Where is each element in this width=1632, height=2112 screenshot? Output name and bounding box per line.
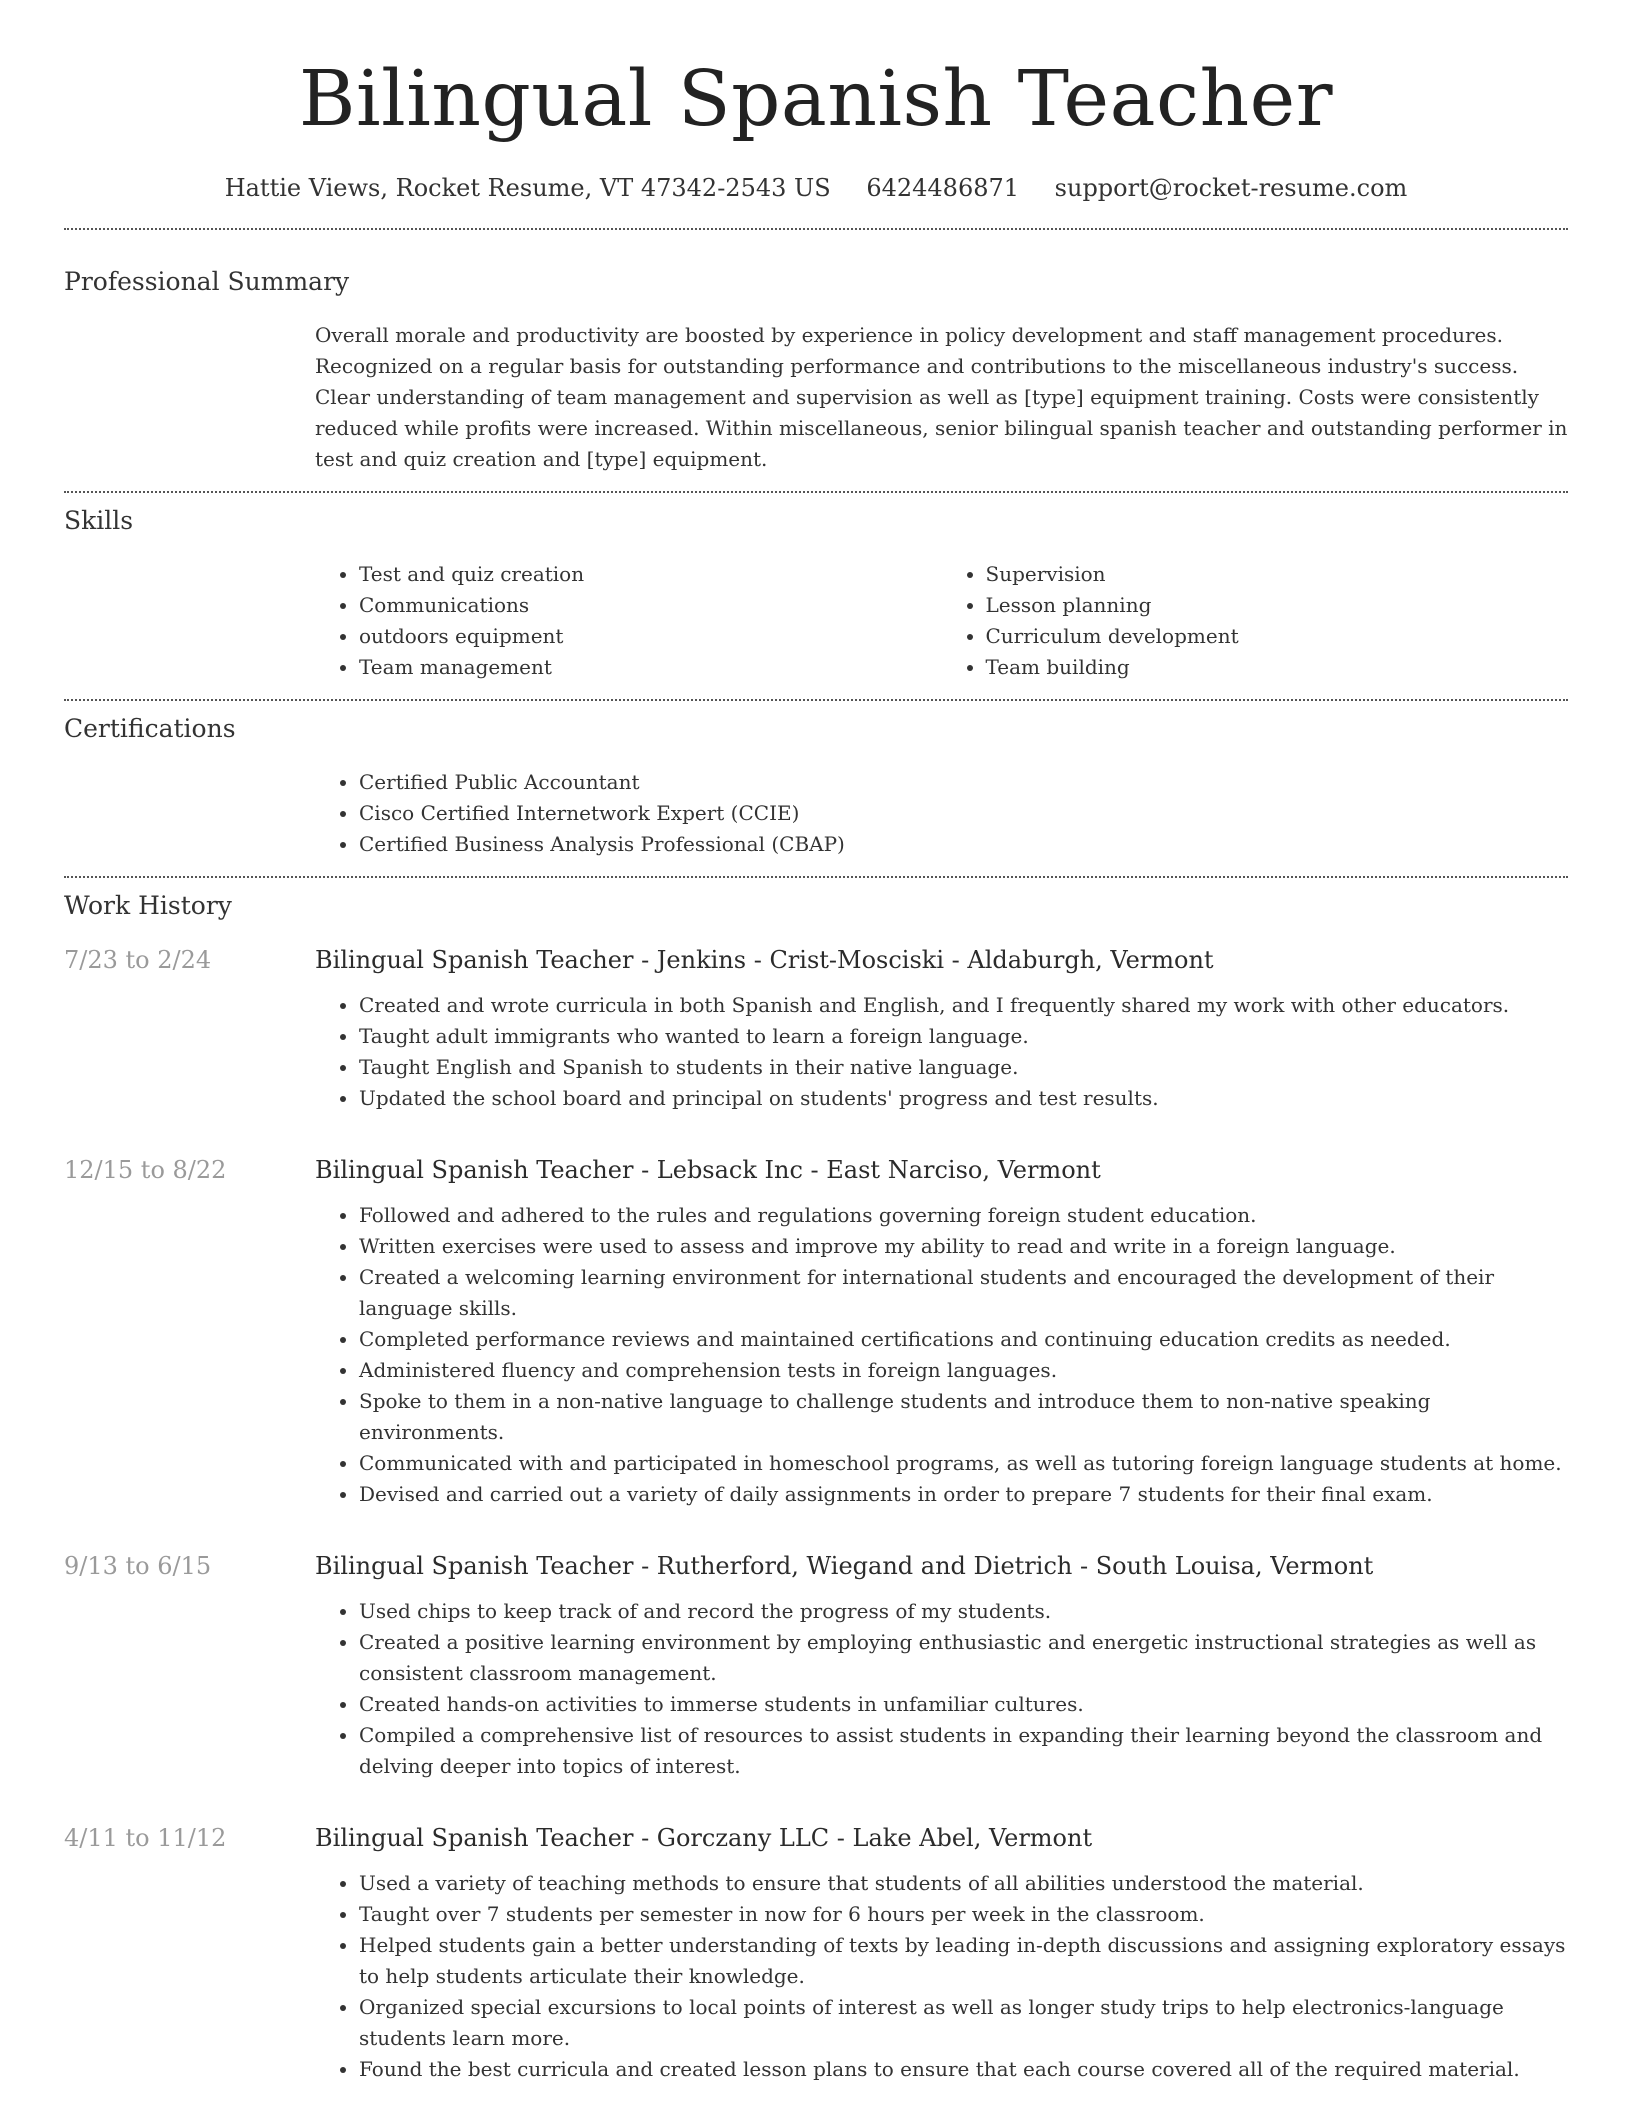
job-bullets bbox=[315, 990, 1568, 1114]
skills-list-left bbox=[315, 559, 942, 683]
job-bullet: • Completed performance reviews and maintained certifications and continuing education credits as needed. bbox=[359, 1324, 1568, 1355]
job-dates: 7/23 to 2/24 bbox=[64, 946, 212, 974]
job-title: Bilingual Spanish Teacher - Jenkins - Crist-Mosciski - Aldaburgh, Vermont bbox=[315, 946, 1214, 974]
summary-text: Overall morale and productivity are boosted by experience in policy development and staff management procedures. Recognized on a regular basis for outstanding performance and contributions to the miscellaneous industry's success. Clear understanding of team management and supervision as well as [type] equipment training. Costs were consistently reduced while profits were increased. Within miscellaneous, senior bilingual spanish teacher and outstanding performer in test and quiz creation and [type] equipment. bbox=[315, 323, 1568, 471]
job-title: Bilingual Spanish Teacher - Lebsack Inc - East Narciso, Vermont bbox=[315, 1156, 1101, 1184]
work-history-heading: Work History bbox=[64, 891, 232, 920]
job-details bbox=[315, 1154, 1568, 1510]
job-bullet: • Used a variety of teaching methods to ensure that students of all abilities understood the material. bbox=[359, 1868, 1568, 1899]
certifications-section bbox=[64, 701, 1568, 876]
job-bullet: • Spoke to them in a non-native language to challenge students and introduce them to non-native speaking environments. bbox=[359, 1386, 1568, 1448]
job-bullet: • Communicated with and participated in homeschool programs, as well as tutoring foreign language students at home. bbox=[359, 1448, 1568, 1479]
skills-grid bbox=[315, 559, 1568, 683]
job-bullet: • Taught over 7 students per semester in now for 6 hours per week in the classroom. bbox=[359, 1899, 1568, 1930]
skill-item: • Curriculum development bbox=[986, 621, 1569, 652]
skills-list-right bbox=[942, 559, 1569, 683]
job-bullet: • Compiled a comprehensive list of resources to assist students in expanding their learning beyond the classroom and delving deeper into topics of interest. bbox=[359, 1720, 1568, 1782]
skill-item: • Team building bbox=[986, 652, 1569, 683]
certifications-heading: Certifications bbox=[64, 714, 236, 743]
job-bullet: • Created a welcoming learning environment for international students and encouraged the development of their language skills. bbox=[359, 1262, 1568, 1324]
certification-item: • Certified Business Analysis Professional (CBAP) bbox=[359, 829, 1568, 860]
job-details bbox=[315, 1822, 1568, 2085]
job-bullet: • Administered fluency and comprehension tests in foreign languages. bbox=[359, 1355, 1568, 1386]
job-details bbox=[315, 944, 1568, 1114]
certification-item: • Cisco Certified Internetwork Expert (CCIE) bbox=[359, 798, 1568, 829]
job-entry bbox=[64, 1822, 1568, 2085]
summary-body bbox=[315, 320, 1568, 475]
skill-item: • outdoors equipment bbox=[359, 621, 942, 652]
job-dates: 4/11 to 11/12 bbox=[64, 1824, 227, 1852]
contact-line bbox=[64, 172, 1568, 204]
job-bullet: • Created hands-on activities to immerse students in unfamiliar cultures. bbox=[359, 1689, 1568, 1720]
job-bullet: • Followed and adhered to the rules and regulations governing foreign student education. bbox=[359, 1200, 1568, 1231]
job-bullet: • Helped students gain a better understanding of texts by leading in-depth discussions and assigning exploratory essays to help students articulate their knowledge. bbox=[359, 1930, 1568, 1992]
certifications-body bbox=[315, 767, 1568, 860]
job-bullet: • Written exercises were used to assess and improve my ability to read and write in a foreign language. bbox=[359, 1231, 1568, 1262]
job-bullet: • Taught English and Spanish to students in their native language. bbox=[359, 1052, 1568, 1083]
job-entry bbox=[64, 944, 1568, 1114]
summary-heading: Professional Summary bbox=[64, 267, 350, 296]
job-bullet: • Created and wrote curricula in both Spanish and English, and I frequently shared my work with other educators. bbox=[359, 990, 1568, 1021]
job-details bbox=[315, 1550, 1568, 1782]
job-bullets bbox=[315, 1200, 1568, 1510]
certification-item: • Certified Public Accountant bbox=[359, 767, 1568, 798]
job-title: Bilingual Spanish Teacher - Rutherford, Wiegand and Dietrich - South Louisa, Vermont bbox=[315, 1552, 1374, 1580]
certifications-list bbox=[315, 767, 1568, 860]
contact-address: Hattie Views, Rocket Resume, VT 47342-2543 US bbox=[224, 174, 831, 202]
skill-item: • Supervision bbox=[986, 559, 1569, 590]
summary-section bbox=[64, 230, 1568, 491]
job-title: Bilingual Spanish Teacher - Gorczany LLC - Lake Abel, Vermont bbox=[315, 1824, 1093, 1852]
job-bullet: • Created a positive learning environment by employing enthusiastic and energetic instructional strategies as well as consistent classroom management. bbox=[359, 1627, 1568, 1689]
contact-email: support@rocket-resume.com bbox=[1054, 174, 1408, 202]
job-bullet: • Found the best curricula and created lesson plans to ensure that each course covered all of the required material. bbox=[359, 2054, 1568, 2085]
skill-item: • Test and quiz creation bbox=[359, 559, 942, 590]
skill-item: • Team management bbox=[359, 652, 942, 683]
job-bullet: • Updated the school board and principal on students' progress and test results. bbox=[359, 1083, 1568, 1114]
skills-heading: Skills bbox=[64, 506, 134, 535]
contact-phone: 6424486871 bbox=[866, 174, 1020, 202]
work-history-section bbox=[64, 878, 1568, 2101]
skills-section bbox=[64, 493, 1568, 699]
job-dates: 12/15 to 8/22 bbox=[64, 1156, 227, 1184]
job-dates: 9/13 to 6/15 bbox=[64, 1552, 212, 1580]
job-entry bbox=[64, 1154, 1568, 1510]
skill-item: • Lesson planning bbox=[986, 590, 1569, 621]
resume-name: Bilingual Spanish Teacher bbox=[298, 55, 1334, 144]
job-bullets bbox=[315, 1596, 1568, 1782]
job-bullet: • Taught adult immigrants who wanted to learn a foreign language. bbox=[359, 1021, 1568, 1052]
job-bullets bbox=[315, 1868, 1568, 2085]
skill-item: • Communications bbox=[359, 590, 942, 621]
job-bullet: • Devised and carried out a variety of daily assignments in order to prepare 7 students for their final exam. bbox=[359, 1479, 1568, 1510]
job-bullet: • Used chips to keep track of and record the progress of my students. bbox=[359, 1596, 1568, 1627]
job-bullet: • Organized special excursions to local points of interest as well as longer study trips to help electronics-language students learn more. bbox=[359, 1992, 1568, 2054]
job-entry bbox=[64, 1550, 1568, 1782]
